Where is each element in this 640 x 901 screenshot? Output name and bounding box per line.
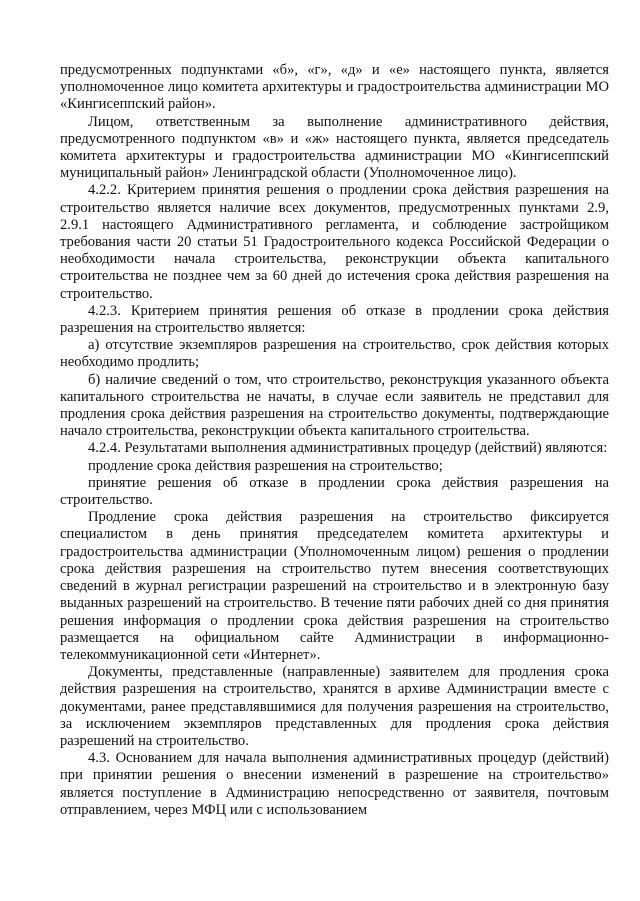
- paragraph-result-refusal: принятие решения об отказе в продлении срока действия разрешения на строительство.: [60, 474, 609, 509]
- paragraph-extension-registration: Продление срока действия разрешения на строительство фиксируется специалистом в день принятия председателем комитета архитектуры и градостроительства администрации (Уполномоченным лицом) решения о продлении срока действия разрешения на строительство путем внесения соответствующих сведений в журнал регистрации разрешений на строительство и в электронную базу выданных разрешений на строительство. В течение пяти рабочих дней со дня принятия решения информация о продлении срока действия разрешения на строительство размещается на официальном сайте Администрации в информационно-телекоммуникационной сети «Интернет».: [60, 509, 609, 663]
- paragraph-4-2-2: 4.2.2. Критерием принятия решения о продлении срока действия разрешения на строительство является наличие всех документов, предусмотренных пунктами 2.9, 2.9.1 настоящего Административного регламента, и соблюдение застройщиком требования части 20 статьи 51 Градостроительного кодекса Российской Федерации о необходимости начала строительства, реконструкции объекта капитального строительства не позднее чем за 60 дней до истечения срока действия разрешения на строительство.: [60, 182, 609, 302]
- paragraph-4-3: 4.3. Основанием для начала выполнения административных процедур (действий) при принятии решения о внесении изменений в разрешение на строительство» является поступление в Администрацию непосредственно от заявителя, почтовым отправлением, через МФЦ или с использованием: [60, 750, 609, 818]
- document-page: [60, 62, 609, 819]
- paragraph-responsible-person-2: Лицом, ответственным за выполнение административного действия, предусмотренного подпунктом «в» и «ж» настоящего пункта, является председатель комитета архитектуры и градостроительства администрации МО «Кингисеппский муниципальный район» Ленинградской области (Уполномоченное лицо).: [60, 113, 609, 182]
- paragraph-4-2-3-a: а) отсутствие экземпляров разрешения на строительство, срок действия которых необходимо продлить;: [60, 337, 609, 371]
- paragraph-result-extension: продление срока действия разрешения на строительство;: [88, 457, 443, 474]
- paragraph-documents-archive: Документы, представленные (направленные) заявителем для продления срока действия разрешения на строительство, хранятся в архиве Администрации вместе с документами, ранее представлявшимися для получения разрешения на строительство, за исключением экземпляров представленных для продления срока действия разрешений на строительство.: [60, 664, 609, 749]
- paragraph-4-2-3: 4.2.3. Критерием принятия решения об отказе в продлении срока действия разрешения на строительство является:: [60, 302, 609, 337]
- paragraph-responsible-person-1: предусмотренных подпунктами «б», «г», «д» и «е» настоящего пункта, является уполномоченное лицо комитета архитектуры и градостроительства администрации МО «Кингисеппский район».: [60, 62, 609, 113]
- paragraph-4-2-3-b: б) наличие сведений о том, что строительство, реконструкция указанного объекта капитального строительства не начаты, в случае если заявитель не представил для продления срока действия разрешения на строительство документы, подтверждающие начало строительства, реконструкции объекта капитального строительства.: [60, 371, 609, 440]
- paragraph-4-2-4: 4.2.4. Результатами выполнения административных процедур (действий) являются:: [88, 440, 608, 457]
